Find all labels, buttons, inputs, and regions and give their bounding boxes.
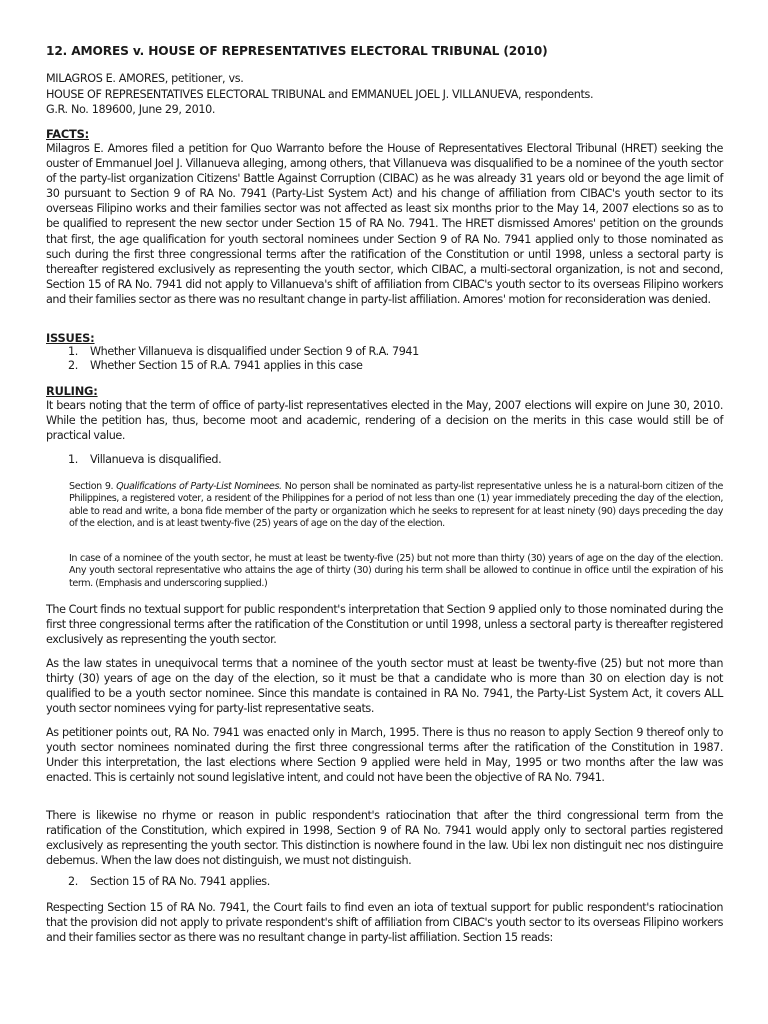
petitioner-line: MILAGROS E. AMORES, petitioner, vs. — [46, 72, 244, 85]
citation-line: G.R. No. 189600, June 29, 2010. — [46, 103, 216, 117]
issues-heading: ISSUES: — [46, 331, 95, 345]
section-body: No person shall be nominated as party-list representative unless he is a natural-born citizen of the Philippines, a registered voter, a resident of the Philippines for a period of not less than one (1) year immediately preceding the day of the election, able to read and write, a bona fide member of the party or organization which he seeks to represent for at least ninety (90) days preceding the day of the election, and is at least twenty-five (25) years of age on the day of the election. — [69, 481, 724, 530]
ruling-paragraph: As petitioner points out, RA No. 7941 was enacted only in March, 1995. There is thus no reason to apply Section 9 thereof only to youth sector nominees nominated during the first three congressional terms after the ratification of the Constitution in 1987. Under this interpretation, the last elections where Section 9 applied were held in May, 1995 or two months after the law was enacted. This is certainly not sound legislative intent, and could not have been the objective of RA No. 7941. — [46, 726, 723, 785]
facts-paragraph: Milagros E. Amores filed a petition for Quo Warranto before the House of Representatives Electoral Tribunal (HRET) seeking the ouster of Emmanuel Joel J. Villanueva alleging, among others, that Villanueva was disqualified to be a nominee of the youth sector of the party-list organization Citizens' Battle Against Corruption (CIBAC) as he was already 31 years old or beyond the age limit of 30 pursuant to Section 9 of RA No. 7941 (Party-List System Act) and his change of affiliation from CIBAC's youth sector to its overseas Filipino works and their families sector was not affected as least six months prior to the May 14, 2007 elections so as to be qualified to represent the new sector under Section 15 of RA No. 7941. The HRET dismissed Amores' petition on the grounds that first, the age qualification for youth sectoral nominees under Section 9 of RA No. 7941 applied only to those nominated as such during the first three congressional terms after the ratification of the Constitution or until 1998, unless a sectoral party is thereafter registered exclusively as representing the youth sector, which CIBAC, a multi-sectoral organization, is not and second, Section 15 of RA No. 7941 did not apply to Villanueva's shift of affiliation from CIBAC's youth sector to its overseas Filipino workers and their families sector as there was no resultant change in party-list affiliation. Amores' motion for reconsideration was denied. — [46, 142, 723, 306]
issues-list — [46, 345, 419, 372]
facts-heading: FACTS: — [46, 127, 89, 141]
ruling-closing-paragraph: Respecting Section 15 of RA No. 7941, the Court fails to find even an iota of textual support for public respondent's ratiocination that the provision did not apply to private respondent's shift of affiliation from CIBAC's youth sector to its overseas Filipino workers and their families sector as there was no resultant change in party-list affiliation. Section 15 reads: — [46, 901, 723, 945]
section-9-quote — [69, 481, 723, 531]
issue-number: 1. — [68, 345, 78, 358]
section-label: Section 9. — [69, 481, 114, 492]
section-title: Qualifications of Party-List Nominees. — [116, 481, 282, 492]
ruling-paragraph: There is likewise no rhyme or reason in public respondent's ratiocination that after the third congressional term from the ratification of the Constitution, which expired in 1998, Section 9 of RA No. 7941 would apply only to sectoral parties registered exclusively as representing the youth sector. This distinction is nowhere found in the law. Ubi lex non distinguit nec nos distinguire debemus. When the law does not distinguish, we must not distinguish. — [46, 809, 723, 868]
ruling-paragraph: The Court finds no textual support for public respondent's interpretation that Section 9 applied only to those nominated during the first three congressional terms after the ratification of the Constitution or until 1998, unless a sectoral party is thereafter registered exclusively as representing the youth sector. — [46, 603, 723, 647]
ruling-heading: RULING: — [46, 384, 98, 398]
youth-sector-clause: In case of a nominee of the youth sector, he must at least be twenty-five (25) but not more than thirty (30) years of age on the day of the election. Any youth sectoral representative who attains the age of thirty (30) during his term shall be allowed to continue in office until the expiration of his term. (Emphasis and underscoring supplied.) — [69, 553, 723, 589]
ruling-paragraph: As the law states in unequivocal terms that a nominee of the youth sector must at least be twenty-five (25) but not more than thirty (30) years of age on the day of the election, so it must be that a candidate who is more than 30 on election day is not qualified to be a youth sector nominee. Since this mandate is contained in RA No. 7941, the Party-List System Act, it covers ALL youth sector nominees vying for party-list representative seats. — [46, 657, 723, 716]
ruling-point-text: Villanueva is disqualified. — [90, 453, 222, 466]
issue-number: 2. — [68, 358, 78, 372]
issue-text: Whether Section 15 of R.A. 7941 applies in this case — [90, 358, 363, 372]
issue-item — [46, 345, 419, 359]
case-title: 12. AMORES v. HOUSE OF REPRESENTATIVES ELECTORAL TRIBUNAL (2010) — [46, 44, 548, 58]
ruling-intro: It bears noting that the term of office of party-list representatives elected in the May, 2007 elections will expire on June 30, 2010. While the petition has, thus, become moot and academic, rendering of a decision on the merits in this case would still be of practical value. — [46, 399, 723, 443]
respondents-line: HOUSE OF REPRESENTATIVES ELECTORAL TRIBUNAL and EMMANUEL JOEL J. VILLANUEVA, respondents. — [46, 87, 594, 101]
case-parties — [46, 71, 593, 118]
issue-text: Whether Villanueva is disqualified under Section 9 of R.A. 7941 — [90, 345, 419, 358]
ruling-point-number: 1. — [68, 453, 78, 466]
ruling-point-number: 2. — [68, 875, 78, 888]
ruling-point-text: Section 15 of RA No. 7941 applies. — [90, 875, 270, 888]
issue-item — [46, 359, 419, 373]
